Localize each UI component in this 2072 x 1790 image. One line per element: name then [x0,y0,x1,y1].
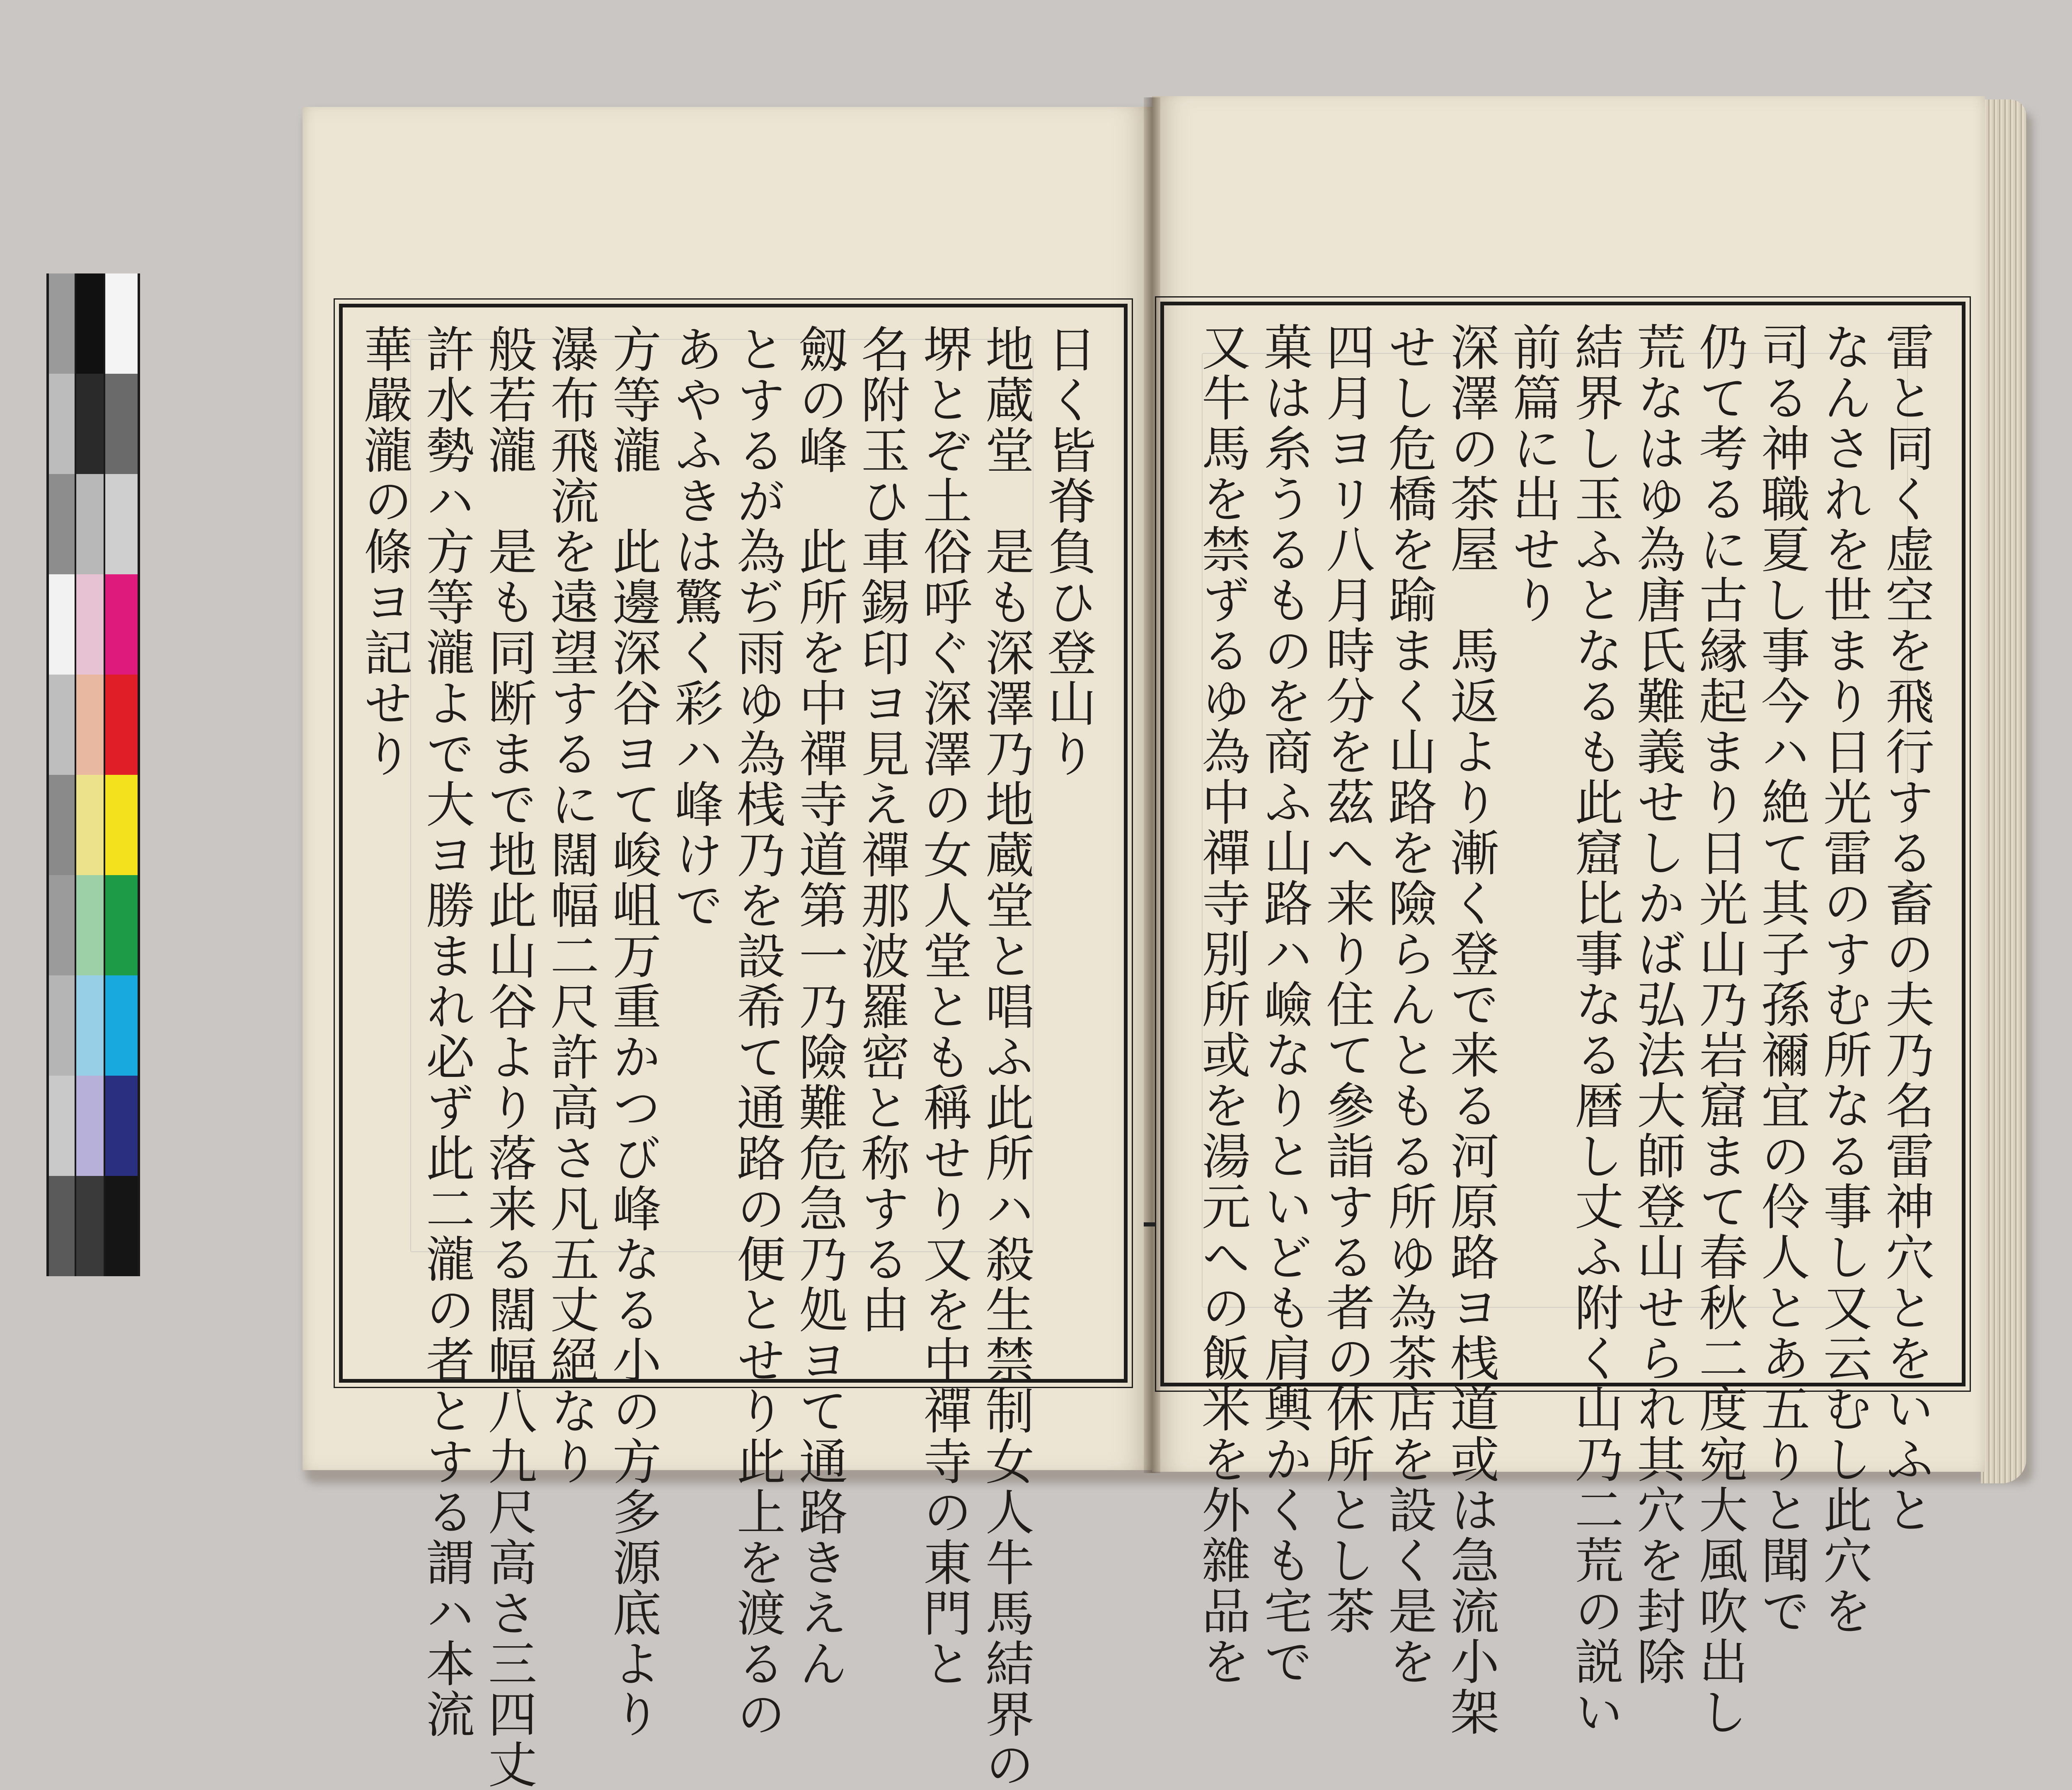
text-column: 瀑布飛流を遠望するに闊幅二尺許高さ凡五丈絕なり [542,324,599,1487]
text-column: なんされを世まり日光雷のすむ所なる事し又云むし此穴を [1815,322,1872,1636]
text-column: 華嚴瀧の條ヨ記せり [356,324,413,779]
right-text-block [1181,322,1937,1737]
text-column: 方等瀧 此邊深谷ヨて峻岨万重かつび峰なる小の方多源底より [604,324,661,1739]
color-column-outer [105,273,138,1276]
text-column: せし危橋を踰まく山路を險らんともる所ゆ為茶店を設く是を [1380,322,1437,1687]
page-edges [1981,99,2026,1483]
text-column: 劔の峰 此所を中禪寺道第一乃險難危急乃処ヨて通路きえん [791,324,848,1689]
text-column: あやふきは驚く彩ハ峰けで [666,324,724,931]
text-column: 荒なはゆ為唐氏難義せしかば弘法大師登山せられ其穴を封除 [1629,322,1686,1687]
text-column: 菓は糸うるものを商ふ山路ハ嶮なりといども肩輿かくも宅で [1256,322,1313,1687]
book-gutter [1144,97,1160,1473]
text-column: 地蔵堂 是も深澤乃地蔵堂と唱ふ此所ハ殺生禁制女人牛馬結界の [977,324,1034,1790]
text-column: 仍て考るに古縁起まり日光山乃岩窟まて春秋二度宛大風吹出し [1691,322,1748,1737]
color-column-inner [76,273,104,1276]
text-column: 名附玉ひ車錫印ヨ見え禪那波羅密と称する由 [853,324,910,1335]
text-column: 又牛馬を禁ずるゆ為中禪寺別所或を湯元への飯米を外雜品を [1193,322,1251,1687]
text-column: 雷と同く虚空を飛行する畜の夫乃名雷神穴とをいふと [1877,322,1934,1535]
grayscale-column [49,273,75,1276]
text-column: とするが為ぢ雨ゆ為桟乃を設希て通路の便とせり此上を渡るの [729,324,786,1739]
text-column: 前篇に出せり [1504,322,1561,625]
text-column: 日く皆脊負ひ登山り [1039,324,1097,779]
left-text-block [356,324,1099,1790]
text-column: 深澤の茶屋 馬返より漸く登で来る河原路ヨ桟道或は急流小架 [1442,322,1499,1737]
left-text-frame [339,304,1128,1790]
text-column: 司る神職夏し事今ハ絶て其子孫禰宜の伶人とあ五りと聞で [1753,322,1810,1636]
fold-mark [1144,1222,1156,1226]
color-calibration-strip [46,273,140,1276]
text-column: 四月ヨリ八月時分を茲へ来り住て參詣する者の休所とし茶 [1318,322,1375,1636]
text-column: 堺とぞ土俗呼ぐ深澤の女人堂とも稱せり又を中禪寺の東門と [915,324,972,1689]
text-column: 結界し玉ふとなるも此窟比事なる暦し丈ふ附く山乃二荒の説い [1566,322,1624,1737]
text-column: 許水勢ハ方等瀧よで大ヨ勝まれ必ず此二瀧の者とする謂ハ本流 [418,324,475,1739]
right-text-frame [1160,302,1965,1737]
text-column: 般若瀧 是も同断まで地此山谷より落来る闊幅八九尺高さ三四丈 [480,324,537,1790]
